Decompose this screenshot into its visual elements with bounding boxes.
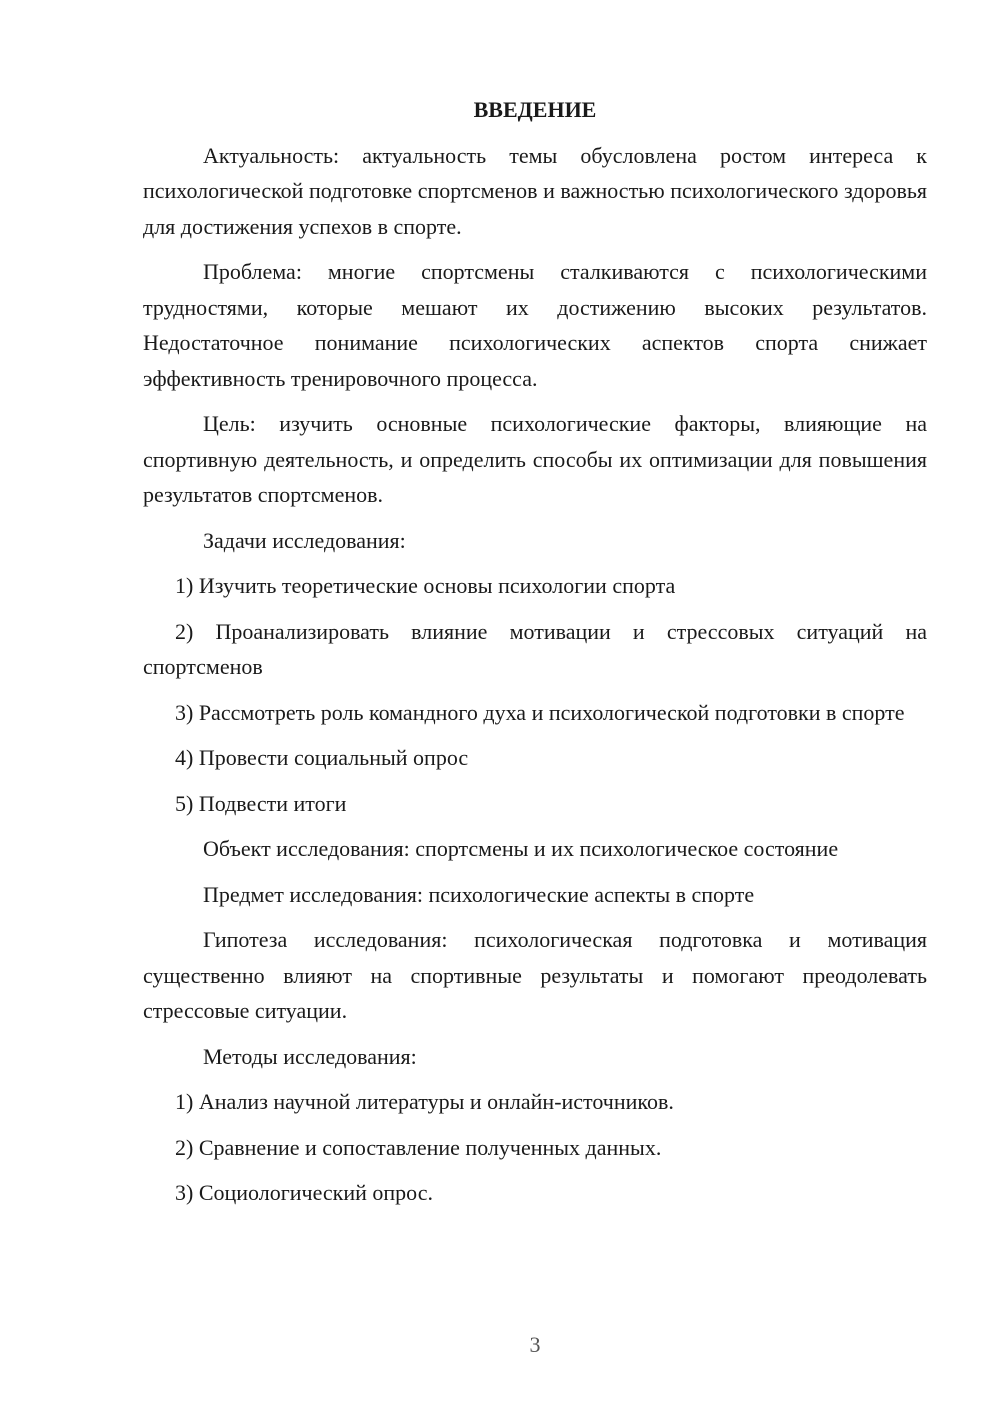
task-item: 4) Провести социальный опрос	[175, 745, 469, 770]
document-page	[143, 92, 927, 1221]
page-number: 3	[529, 1332, 541, 1357]
subject-paragraph: Предмет исследования: психологические аспекты в спорте	[203, 881, 755, 907]
object-paragraph: Объект исследования: спортсмены и их психологическое состояние	[203, 836, 839, 861]
task-item: 2) Проанализировать влияние мотивации и стрессовых ситуаций на спортсменов	[143, 618, 927, 679]
task-item: 1) Изучить теоретические основы психологии спорта	[175, 573, 676, 598]
methods-heading: Методы исследования:	[203, 1043, 417, 1069]
task-item: 5) Подвести итоги	[175, 790, 347, 816]
method-item: 3) Социологический опрос.	[175, 1180, 433, 1205]
tasks-heading: Задачи исследования:	[203, 527, 406, 553]
relevance-paragraph: Актуальность: актуальность темы обусловлена ростом интереса к психологической подготовке спортсменов и важностью психологического здоровья для достижения успехов в спорте.	[143, 142, 927, 239]
method-item: 1) Анализ научной литературы и онлайн-источников.	[175, 1089, 674, 1114]
section-title: ВВЕДЕНИЕ	[473, 97, 597, 122]
problem-paragraph: Проблема: многие спортсмены сталкиваются с психологическими трудностями, которые мешают их достижению высоких результатов. Недостаточное понимание психологических аспектов спорта снижает эффективность тренировочного процесса.	[143, 259, 927, 391]
goal-paragraph: Цель: изучить основные психологические факторы, влияющие на спортивную деятельность, и определить способы их оптимизации для повышения результатов спортсменов.	[143, 411, 927, 507]
hypothesis-paragraph: Гипотеза исследования: психологическая подготовка и мотивация существенно влияют на спортивные результаты и помогают преодолевать стрессовые ситуации.	[143, 927, 927, 1023]
task-item: 3) Рассмотреть роль командного духа и психологической подготовки в спорте	[175, 699, 905, 725]
method-item: 2) Сравнение и сопоставление полученных данных.	[175, 1134, 662, 1160]
